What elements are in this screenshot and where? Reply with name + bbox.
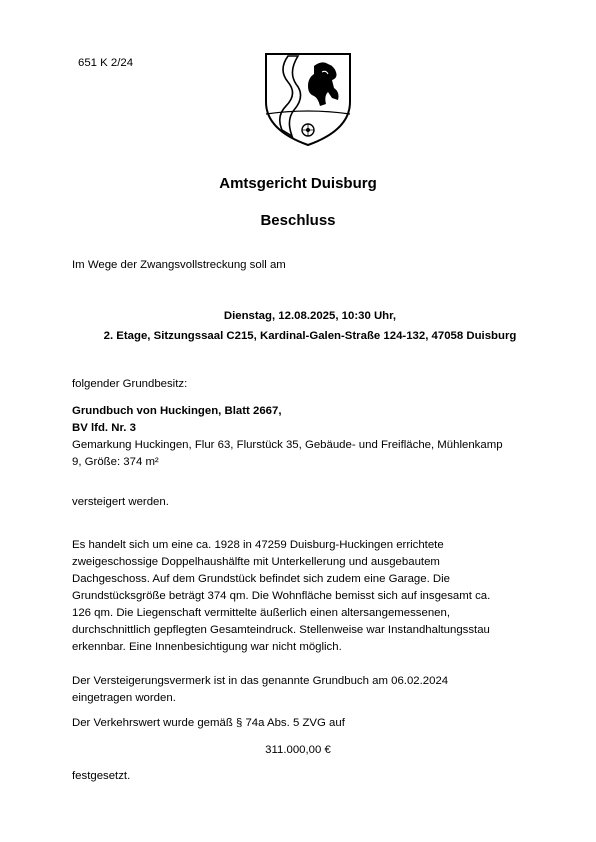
parcel-description	[72, 437, 532, 471]
note-line: eingetragen worden.	[72, 692, 176, 704]
market-value-intro: Der Verkehrswert wurde gemäß § 74a Abs. 5 ZVG auf	[72, 717, 345, 729]
auction-date: Dienstag, 12.08.2025, 10:30 Uhr,	[223, 310, 397, 322]
land-register-item: BV lfd. Nr. 3	[72, 422, 136, 434]
description-line: Es handelt sich um eine ca. 1928 in 47259 Duisburg-Huckingen errichtete	[72, 539, 444, 551]
note-line: Der Versteigerungsvermerk ist in das genannte Grundbuch am 06.02.2024	[72, 675, 449, 687]
auction-term	[60, 306, 560, 346]
court-name: Amtsgericht Duisburg	[219, 175, 377, 192]
description-line: erkennbar. Eine Innenbesichtigung war nicht möglich.	[72, 641, 342, 653]
land-register-sheet: Grundbuch von Huckingen, Blatt 2667,	[72, 405, 282, 417]
property-intro: folgender Grundbesitz:	[72, 378, 188, 390]
auction-note	[72, 673, 532, 707]
parcel-line: 9, Größe: 374 m²	[72, 456, 159, 468]
document-title: Beschluss	[260, 212, 336, 229]
parcel-line: Gemarkung Huckingen, Flur 63, Flurstück 35, Gebäude- und Freifläche, Mühlenkamp	[72, 439, 503, 451]
fixed-statement: festgesetzt.	[72, 770, 131, 782]
nrw-coat-of-arms-icon	[262, 50, 354, 148]
description-line: durchschnittlich gepflegten Gesamteindruck. Stellenweise war Instandhaltungsstau	[72, 624, 490, 636]
market-value: 311.000,00 €	[265, 744, 331, 756]
property-description	[72, 537, 532, 656]
auction-location: 2. Etage, Sitzungssaal C215, Kardinal-Galen-Straße 124-132, 47058 Duisburg	[103, 330, 517, 342]
description-line: Grundstücksgröße beträgt 374 qm. Die Wohnfläche bemisst sich auf insgesamt ca.	[72, 590, 491, 602]
description-line: 126 qm. Die Liegenschaft vermittelte äußerlich einen altersangemessenen,	[72, 607, 450, 619]
file-reference: 651 K 2/24	[78, 57, 134, 69]
land-register	[72, 403, 282, 437]
description-line: zweigeschossige Doppelhaushälfte mit Unterkellerung und ausgebautem	[72, 556, 440, 568]
auction-statement: versteigert werden.	[72, 496, 169, 508]
intro-text: Im Wege der Zwangsvollstreckung soll am	[72, 259, 286, 271]
description-line: Dachgeschoss. Auf dem Grundstück befindet sich zudem eine Garage. Die	[72, 573, 450, 585]
